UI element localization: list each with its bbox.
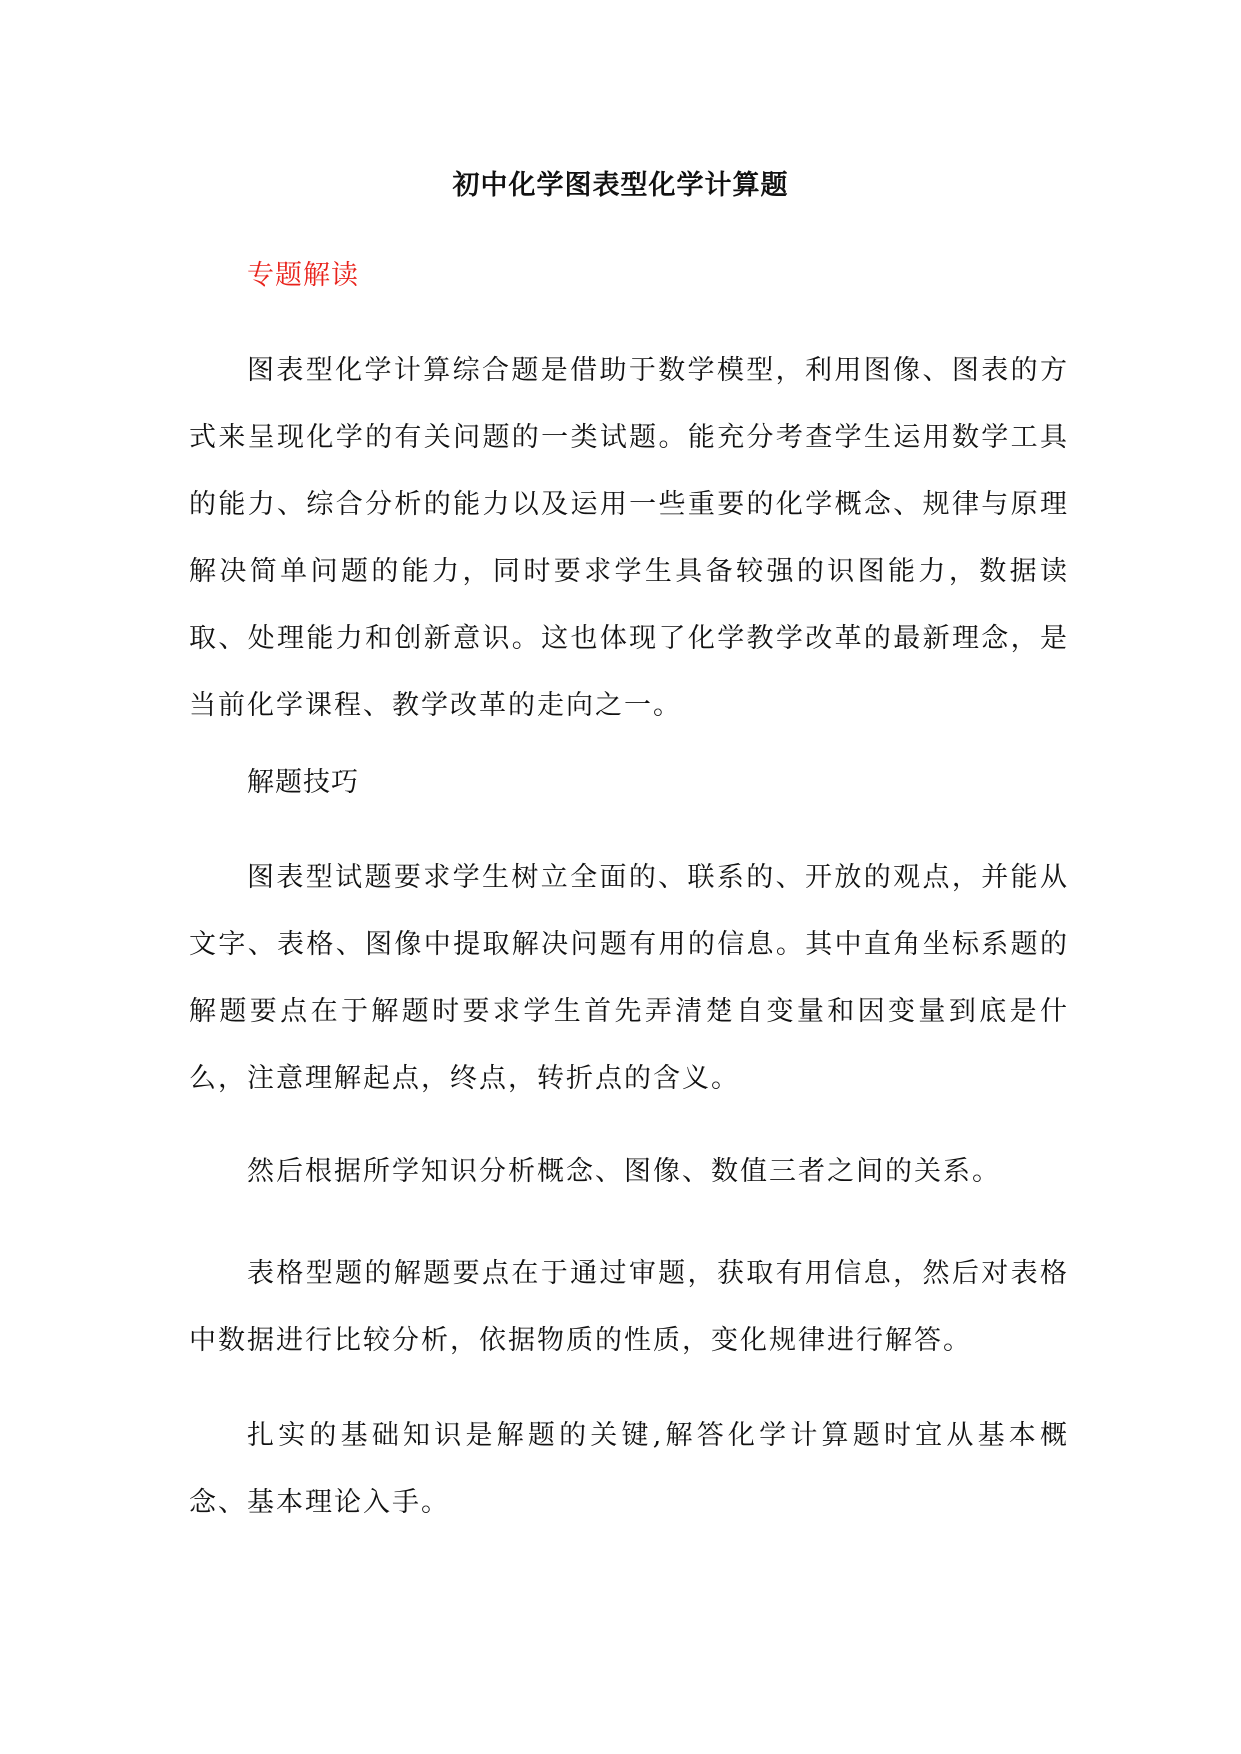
section-heading-problem-solving-tips: 解题技巧 (247, 767, 359, 798)
paragraph-tips-2: 然后根据所学知识分析概念、图像、数值三者之间的关系。 (247, 1156, 1001, 1187)
paragraph-tips-4: 扎实的基础知识是解题的关键,解答化学计算题时宜从基本概念、基本理论入手。 (189, 1420, 1069, 1518)
paragraph-topic-interpretation: 图表型化学计算综合题是借助于数学模型，利用图像、图表的方式来呈现化学的有关问题的一类试题。能充分考查学生运用数学工具的能力、综合分析的能力以及运用一些重要的化学概念、规律与原理解决简单问题的能力，同时要求学生具备较强的识图能力，数据读取、处理能力和创新意识。这也体现了化学教学改革的最新理念，是当前化学课程、教学改革的走向之一。 (189, 355, 1069, 721)
paragraph-tips-1: 图表型试题要求学生树立全面的、联系的、开放的观点，并能从文字、表格、图像中提取解决问题有用的信息。其中直角坐标系题的解题要点在于解题时要求学生首先弄清楚自变量和因变量到底是什么，注意理解起点，终点，转折点的含义。 (189, 862, 1069, 1094)
document-title: 初中化学图表型化学计算题 (452, 170, 789, 201)
paragraph-tips-3: 表格型题的解题要点在于通过审题，获取有用信息，然后对表格中数据进行比较分析，依据物质的性质，变化规律进行解答。 (189, 1258, 1069, 1356)
section-heading-topic-interpretation: 专题解读 (247, 260, 359, 291)
